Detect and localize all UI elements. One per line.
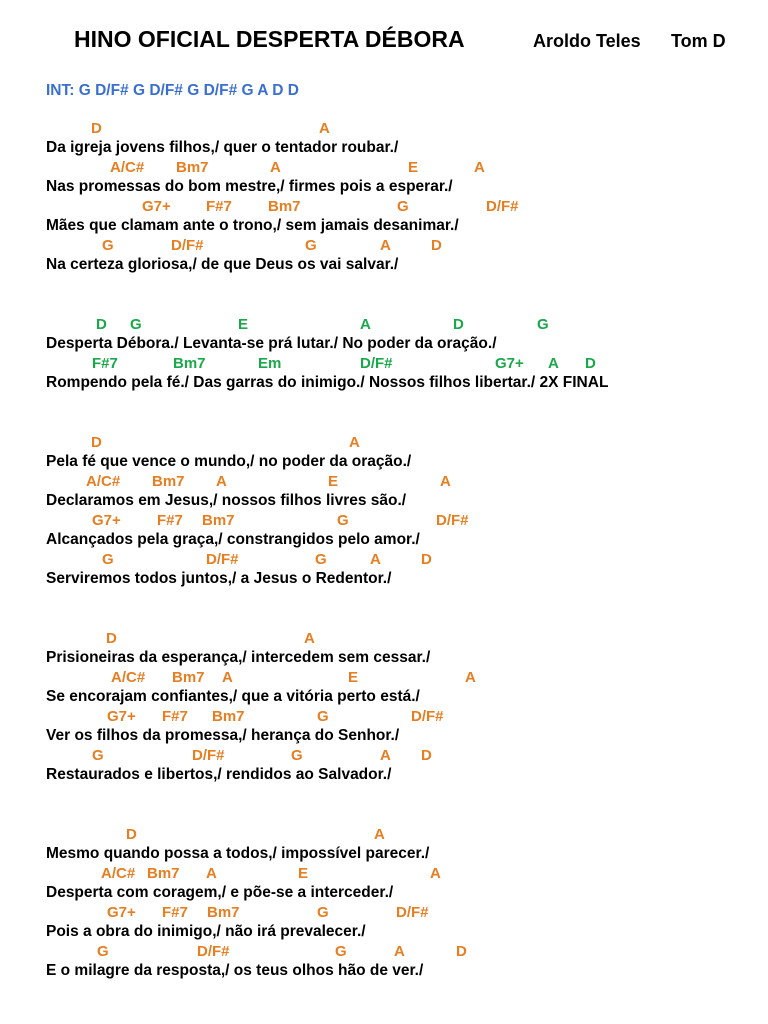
lyric-line: E o milagre da resposta,/ os teus olhos hão de ver./ (46, 962, 424, 979)
chord-row (0, 708, 768, 727)
verse (0, 120, 768, 276)
chord: D (421, 747, 432, 764)
chord: Bm7 (176, 159, 209, 176)
chord: F#7 (162, 708, 188, 725)
chord: G (317, 708, 329, 725)
song-line (0, 198, 768, 237)
song-line (0, 669, 768, 708)
lyric-line: Nas promessas do bom mestre,/ firmes pois a esperar./ (46, 178, 453, 195)
chord: A/C# (101, 865, 136, 882)
lyric-line: Pela fé que vence o mundo,/ no poder da oração./ (46, 453, 412, 470)
lyric-line: Ver os filhos da promessa,/ herança do Senhor./ (46, 727, 400, 744)
chord: E (298, 865, 309, 882)
song-title: HINO OFICIAL DESPERTA DÉBORA (74, 26, 465, 52)
chord: A (206, 865, 217, 882)
chord: D (126, 826, 137, 843)
chord: E (348, 669, 359, 686)
chord: G (305, 237, 317, 254)
song-line (0, 708, 768, 747)
chord: G (102, 551, 114, 568)
chord: D/F# (206, 551, 239, 568)
chord: Bm7 (268, 198, 301, 215)
chord: A (370, 551, 381, 568)
chord: Bm7 (212, 708, 245, 725)
song-line (0, 826, 768, 865)
lyric-line: Desperta com coragem,/ e põe-se a interceder./ (46, 884, 394, 901)
chord-row (0, 865, 768, 884)
chord-row (0, 904, 768, 923)
chord: Bm7 (147, 865, 180, 882)
chord: A (216, 473, 227, 490)
chorus (0, 316, 768, 394)
lyric-line: Alcançados pela graça,/ constrangidos pelo amor./ (46, 531, 420, 548)
chord: G (92, 747, 104, 764)
lyric-line: Serviremos todos juntos,/ a Jesus o Redentor./ (46, 570, 392, 587)
chord: D/F# (486, 198, 519, 215)
chord: A (474, 159, 485, 176)
song-line (0, 630, 768, 669)
lyric-line: Restaurados e libertos,/ rendidos ao Salvador./ (46, 766, 392, 783)
chord: D (106, 630, 117, 647)
chord: G (335, 943, 347, 960)
chord: G (317, 904, 329, 921)
chord: D (456, 943, 467, 960)
chord: D/F# (197, 943, 230, 960)
song-line (0, 747, 768, 786)
chord: F#7 (157, 512, 183, 529)
chord-row (0, 473, 768, 492)
chord-row (0, 669, 768, 688)
song-line (0, 943, 768, 982)
chord: G (397, 198, 409, 215)
chord: Bm7 (152, 473, 185, 490)
chord: Bm7 (172, 669, 205, 686)
chord: A/C# (111, 669, 146, 686)
chord-row (0, 198, 768, 217)
chord: D/F# (396, 904, 429, 921)
chord: A/C# (110, 159, 145, 176)
chord: E (328, 473, 339, 490)
chord: G7+ (107, 708, 136, 725)
chord-row (0, 551, 768, 570)
chord: G (315, 551, 327, 568)
song-line (0, 865, 768, 904)
chord: G7+ (495, 355, 524, 372)
intro-chords: INT: G D/F# G D/F# G D/F# G A D D (46, 82, 299, 99)
chord: A (270, 159, 281, 176)
song-line (0, 316, 768, 355)
song-line (0, 237, 768, 276)
chord-row (0, 826, 768, 845)
song-line (0, 904, 768, 943)
header (0, 26, 768, 56)
chord: Bm7 (173, 355, 206, 372)
lyric-line: Declaramos em Jesus,/ nossos filhos livres são./ (46, 492, 407, 509)
chord: D (96, 316, 107, 333)
chord: Bm7 (207, 904, 240, 921)
chord: D (421, 551, 432, 568)
chord: D/F# (171, 237, 204, 254)
chord: A (360, 316, 371, 333)
chord: D (431, 237, 442, 254)
song-author: Aroldo Teles (533, 31, 641, 51)
chord: A (380, 747, 391, 764)
verse (0, 826, 768, 982)
chord: D/F# (192, 747, 225, 764)
song-line (0, 355, 768, 394)
lyric-line: Se encorajam confiantes,/ que a vitória perto está./ (46, 688, 420, 705)
chord: E (238, 316, 249, 333)
chord-row (0, 512, 768, 531)
chord: F#7 (92, 355, 118, 372)
lyric-line: Da igreja jovens filhos,/ quer o tentador roubar./ (46, 139, 399, 156)
chord-row (0, 316, 768, 335)
verse (0, 630, 768, 786)
chord: A (380, 237, 391, 254)
lyric-line: Pois a obra do inimigo,/ não irá prevalecer./ (46, 923, 366, 940)
chord-row (0, 630, 768, 649)
chord-row (0, 159, 768, 178)
chord-row (0, 943, 768, 962)
lyric-line: Prisioneiras da esperança,/ intercedem sem cessar./ (46, 649, 431, 666)
lyric-line: Mesmo quando possa a todos,/ impossível parecer./ (46, 845, 430, 862)
chord-row (0, 120, 768, 139)
chord: A (548, 355, 559, 372)
chord: G (337, 512, 349, 529)
chord: D/F# (411, 708, 444, 725)
chord: A (465, 669, 476, 686)
song-line (0, 120, 768, 159)
chord: A (222, 669, 233, 686)
chord: A (349, 434, 360, 451)
chord: G7+ (107, 904, 136, 921)
song-line (0, 551, 768, 590)
chord-row (0, 237, 768, 256)
chord: A (319, 120, 330, 137)
chord: G (97, 943, 109, 960)
chord: G (102, 237, 114, 254)
song-line (0, 473, 768, 512)
chord: D (91, 120, 102, 137)
chord: A (304, 630, 315, 647)
chord: F#7 (206, 198, 232, 215)
chord: A (440, 473, 451, 490)
chord-row (0, 355, 768, 374)
lyric-line: Mães que clamam ante o trono,/ sem jamais desanimar./ (46, 217, 459, 234)
song-line (0, 512, 768, 551)
song-line (0, 434, 768, 473)
chord: A (430, 865, 441, 882)
lyric-line: Na certeza gloriosa,/ de que Deus os vai salvar./ (46, 256, 399, 273)
chord: D (91, 434, 102, 451)
lyric-line: Rompendo pela fé./ Das garras do inimigo./ Nossos filhos libertar./ 2X FINAL (46, 374, 609, 391)
chord: G7+ (142, 198, 171, 215)
chord: D/F# (436, 512, 469, 529)
chord: A/C# (86, 473, 121, 490)
chord: G (537, 316, 549, 333)
verse (0, 434, 768, 590)
chord-row (0, 434, 768, 453)
chord: E (408, 159, 419, 176)
song-key: Tom D (671, 31, 726, 51)
lyric-line: Desperta Débora./ Levanta-se prá lutar./ No poder da oração./ (46, 335, 497, 352)
song-line (0, 159, 768, 198)
chord: G (291, 747, 303, 764)
chord: G7+ (92, 512, 121, 529)
chord: D (453, 316, 464, 333)
chord: G (130, 316, 142, 333)
chord-row (0, 747, 768, 766)
chord: D (585, 355, 596, 372)
chord: Bm7 (202, 512, 235, 529)
chord: F#7 (162, 904, 188, 921)
chord: A (394, 943, 405, 960)
chord: D/F# (360, 355, 393, 372)
chord: A (374, 826, 385, 843)
chord: Em (258, 355, 282, 372)
